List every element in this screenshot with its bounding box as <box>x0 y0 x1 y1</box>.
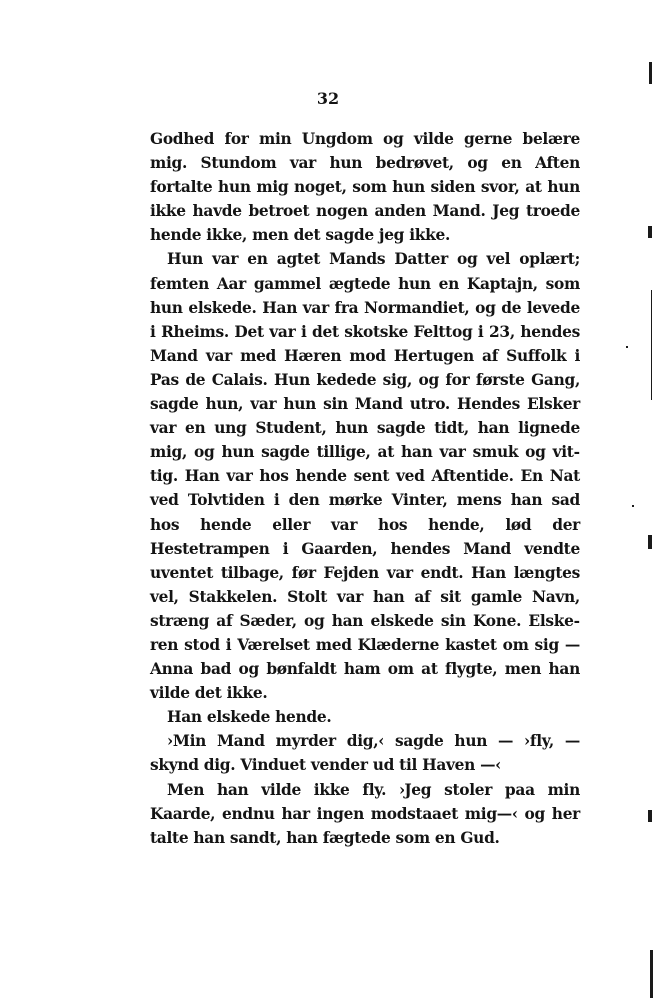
scan-edge-mark <box>626 346 628 348</box>
scan-edge-mark <box>648 810 652 822</box>
scan-edge-mark <box>648 226 652 238</box>
paragraph-4: ›Min Mand myrder dig,‹ sagde hun — ›fly, — skynd dig. Vinduet vender ud til Haven —‹ <box>150 732 580 775</box>
scan-edge-mark <box>632 505 634 507</box>
body-text <box>150 127 580 850</box>
scan-edge-mark <box>648 535 652 549</box>
paragraph-1: Godhed for min Ungdom og vilde gerne belære mig. Stundom var hun bedrøvet, og en Aften fortalte hun mig noget, som hun siden svor, at hun ikke havde betroet nogen anden Mand. Jeg troede hende ikke, men det sagde jeg ikke. <box>150 130 580 245</box>
paragraph-2: Hun var en agtet Mands Datter og vel oplært; femten Aar gammel ægtede hun en Kaptajn, som hun elskede. Han var fra Normandiet, og de levede i Rheims. Det var i det skotske Felttog i 23, hendes Mand var med Hæren mod Hertugen af Suffolk i Pas de Calais. Hun kedede sig, og for første Gang, sagde hun, var hun sin Mand utro. Hendes Elsker var en ung Student, hun sagde tidt, han lignede mig, og hun sagde tillige, at han var smuk og vittig. Han var hos hende sent ved Aftentide. En Nat ved Tolvtiden i den mørke Vinter, mens han sad hos hende eller var hos hende, lød der Hestetrampen i Gaarden, hendes Mand vendte uventet tilbage, før Fejden var endt. Han længtes vel, Stakkelen. Stolt var han af sit gamle Navn, stræng af Sæder, og han elskede sin Kone. Elskeren stod i Værelset med Klæderne kastet om sig — Anna bad og bønfaldt ham om at flygte, men han vilde det ikke. <box>150 250 580 703</box>
scan-edge-mark <box>649 62 652 84</box>
scan-edge-mark <box>650 950 653 998</box>
scan-edge-mark <box>651 290 652 400</box>
paragraph-3: Han elskede hende. <box>167 708 332 727</box>
page-number: 32 <box>316 89 340 108</box>
paragraph-5: Men han vilde ikke fly. ›Jeg stoler paa min Kaarde, endnu har ingen modstaaet mig—‹ og her talte han sandt, han fægtede som en Gud. <box>150 780 580 847</box>
